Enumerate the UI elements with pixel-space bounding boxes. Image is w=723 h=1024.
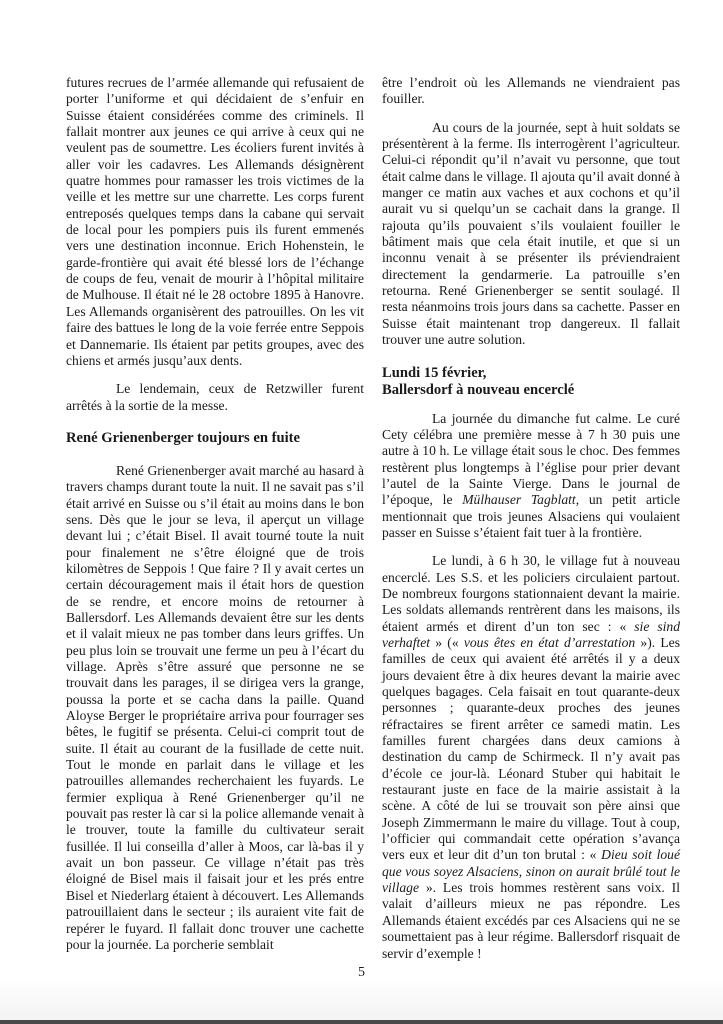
paragraph: Au cours de la journée, sept à huit soldats se présentèrent à la ferme. Ils interrogèrent l’agriculteur. Celui-ci répondit qu’il n’avait vu personne, que tout était calme dans le village. Il ajouta qu’il avait donné à manger ce matin aux vaches et aux cochons et qu’il aurait vu si quelqu’un se cachait dans la grange. Il rajouta qu’ils pouvaient s’ils voulaient fouiller le bâtiment mais que cela était inutile, et que si un inconnu venait à se présenter ils préviendraient directement la gendarmerie. La patrouille s’en retourna. René Grienenberger se sentit soulagé. Il resta néanmoins trois jours dans sa cachette. Passer en Suisse était maintenant trop dangereux. Il fallait trouver une autre solution. — [382, 119, 680, 348]
quote-translation: vous êtes en état d’arrestation — [463, 634, 636, 650]
page-number: 5 — [358, 965, 365, 980]
text-run: »). Les familles de ceux qui avaient été arrêtés il y a deux jours devaient être à dix heures devant la mairie avec quelques bagages. Cela faisait en tout quarante-deux personnes ; quarante-deux proches des jeunes réfractaires se firent arrêter ce samedi matin. Les familles furent chargées dans deux camions à destination du camp de Schirmeck. Il n’y avait pas d’école ce jour-là. Léonard Stuber qui habitait le restaurant juste en face de la mairie assistait à la scène. A côté de lui se trouvait son père ainsi que Joseph Zimmermann le maire du village. Tout à coup, l’officier qui commandait cette opération s’avança vers eux et leur dit d’un ton brutal : « — [382, 634, 680, 863]
viewer-bottom-edge — [0, 1020, 723, 1024]
quote-german: sie sind verhaftet — [382, 618, 680, 650]
paragraph — [382, 411, 680, 542]
section-heading — [382, 365, 680, 399]
quote-officer: Dieu soit loué que vous soyez Alsaciens, sinon on aurait brûlé tout le village — [382, 847, 680, 896]
newspaper-title: Mülhauser Tagblatt — [462, 492, 576, 508]
heading-line-2: Ballersdorf à nouveau encerclé — [382, 381, 575, 398]
text-run: » (« — [430, 634, 464, 650]
paragraph — [382, 553, 680, 962]
text-run: , un petit article mentionnait que trois jeunes Alsaciens qui voulaient passer en Suisse s’étaient fait tuer à la frontière. — [382, 492, 680, 540]
paragraph: Le lendemain, ceux de Retzwiller furent arrêtés à la sortie de la messe. — [66, 381, 364, 413]
heading-line-1: Lundi 15 février, — [382, 364, 487, 381]
paragraph: René Grienenberger avait marché au hasard à travers champs durant toute la nuit. Il ne savait pas s’il était arrivé en Suisse ou s’il était au moins dans le bon sens. Dès que le jour se leva, il aperçut un village devant lui ; c’était Bisel. Il avait tourné toute la nuit pour finalement ne s’être éloigné que de trois kilomètres de Seppois ! Que faire ? Il y avait certes un certain découragement mais il était hors de question de se rendre, et encore moins de retourner à Ballersdorf. Les Allemands devaient être sur les dents et il valait mieux ne pas tomber dans leurs griffes. Un peu plus loin se trouvait une ferme un peu à l’écart du village. Après s’être assuré que personne ne se trouvait dans les parages, il se dirigea vers la grange, poussa la porte et se cacha dans la paille. Quand Aloyse Berger le propriétaire arriva pour fourrager ses bêtes, le fugitif se présenta. Celui-ci comprit tout de suite. Il était au courant de la fusillade de cette nuit. Tout le monde en parlait dans le village et les patrouilles allemandes recherchaient les fuyards. Le fermier expliqua à René Grienenberger qu’il ne pouvait pas rester là car si la police allemande venait à le trouver, toute la famille du cultivateur serait fusillée. Il lui conseilla d’aller à Moos, car là-bas il y avait un bon passeur. Ce village n’était pas très éloigné de Bisel mais il faisait jour et les prés entre Bisel et Niederlarg étaient à découvert. Les Allemands patrouillaient dans le secteur ; ils auraient vite fait de repérer le fuyard. Il fallait donc trouver une cachette pour la journée. La porcherie semblait — [66, 462, 364, 952]
paragraph: futures recrues de l’armée allemande qui refusaient de porter l’uniforme et qui décidaient de s’enfuir en Suisse étaient considérées comme des criminels. Il fallait montrer aux jeunes ce qui arrive à ceux qui ne veulent pas de soumettre. Les écoliers furent invités à aller voir les cadavres. Les Allemands désignèrent quatre hommes pour ramasser les trois victimes de la veille et les mettre sur une charrette. Les corps furent entreposés quelques temps dans la cabane qui servait de local pour les pompiers puis ils furent emmenés vers une destination inconnue. Erich Hohenstein, le garde-frontière qui avait été blessé lors de l’échange de coups de feu, venait de mourir à l’hôpital militaire de Mulhouse. Il était né le 28 octobre 1895 à Hanovre. Les Allemands organisèrent des patrouilles. On les vit faire des battues le long de la voie ferrée entre Seppois et Dannemarie. Ils étaient par petits groupes, avec des chiens et armés jusqu’aux dents. — [66, 75, 364, 368]
text-run: La journée du dimanche fut calme. Le curé Cety célébra une première messe à 7 h 30 puis une autre à 10 h. Le village était sous le choc. Des femmes restèrent plus longtemps à l’église pour prier devant l’autel de la Sainte Vierge. Dans le journal de l’époque, le — [382, 410, 680, 508]
section-heading: René Grienenberger toujours en fuite — [66, 429, 300, 446]
paragraph: être l’endroit où les Allemands ne viendraient pas fouiller. — [382, 75, 680, 107]
text-run: ». Les trois hommes restèrent sans voix. Il valait d’ailleurs mieux ne pas répondre. Les Allemands étaient excédés par ces Alsaciens qui ne se soumettaient pas à leur régime. Ballersdorf risquait de servir d’exemple ! — [382, 880, 680, 961]
right-column — [382, 75, 680, 962]
left-column — [66, 75, 364, 953]
text-run: Le lundi, à 6 h 30, le village fut à nouveau encerclé. Les S.S. et les policiers circulaient partout. De nombreux fourgons stationnaient devant la mairie. Les soldats allemands rentrèrent dans les maisons, ils étaient armés et dirent d’un ton sec : « — [382, 553, 680, 634]
